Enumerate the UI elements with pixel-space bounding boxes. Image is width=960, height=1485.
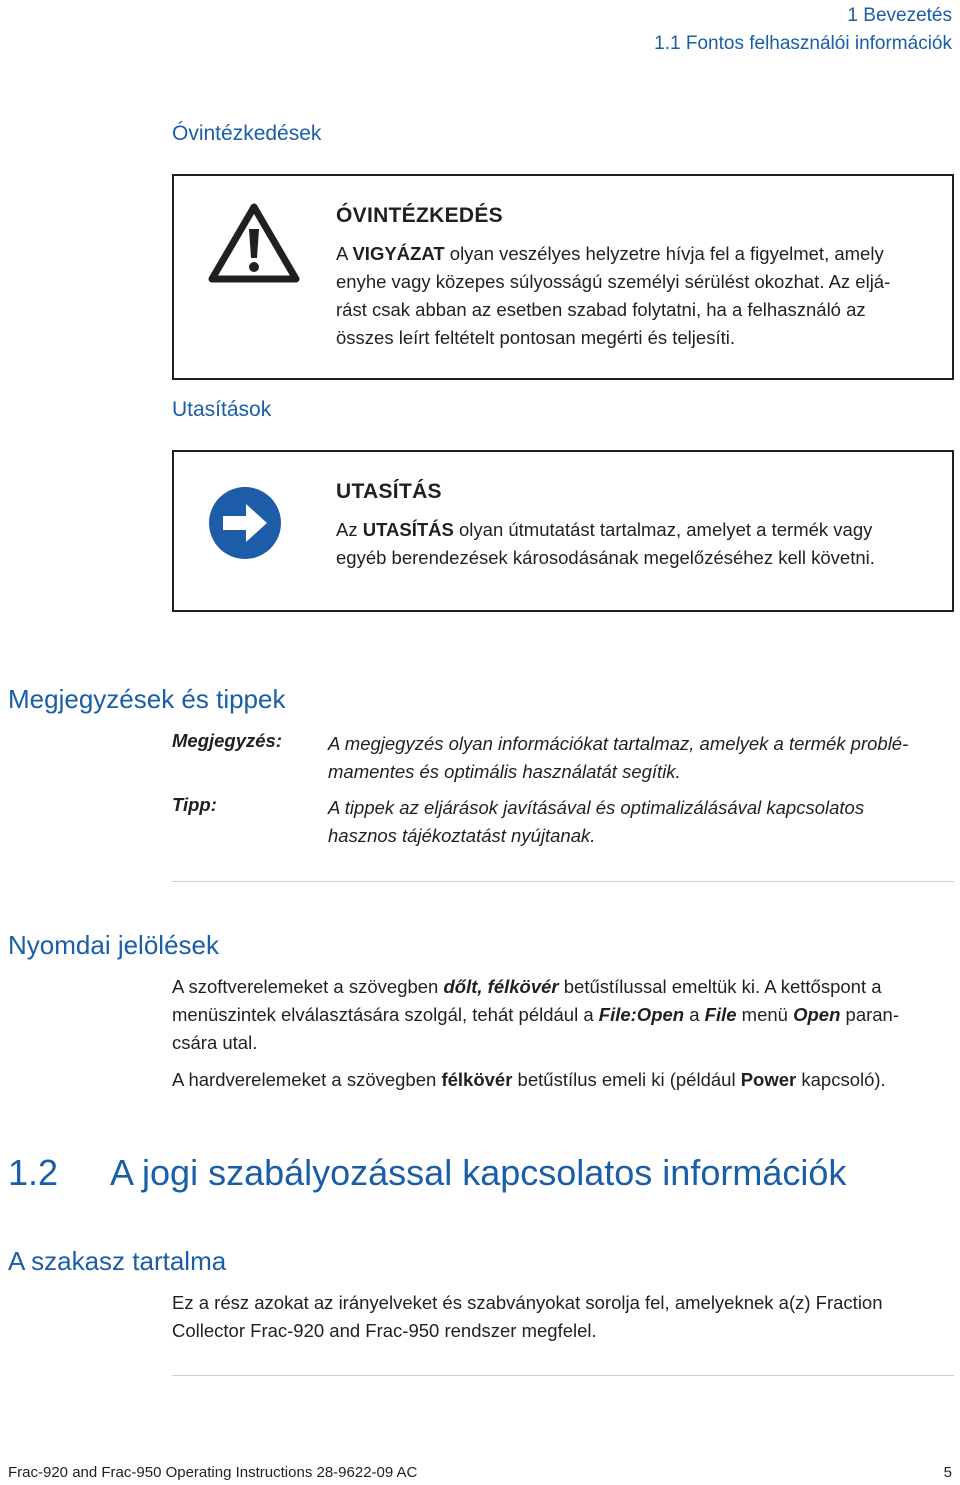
- notice-keyword: UTASÍTÁS: [362, 519, 454, 540]
- notice-box: [172, 450, 954, 612]
- caution-keyword: VIGYÁZAT: [352, 243, 445, 264]
- note-label: Megjegyzés:: [172, 730, 283, 751]
- typography-paragraph-2: A hardverelemeket a szövegben félkövér betűstílus emeli ki (például Power kapcsoló).: [172, 1069, 886, 1090]
- instructions-heading: Utasítások: [172, 398, 272, 421]
- caution-text: A VIGYÁZAT olyan veszélyes helyzetre hívja fel a figyelmet, amely enyhe vagy közepes súlyosságú személyi sérülést okozhat. Az eljá- rást csak abban az esetben szabad folytatni, ha a felhasználó az összes leírt feltételt pontosan megérti és teljesíti.: [336, 243, 891, 348]
- running-head-chapter: 1 Bevezetés: [847, 5, 952, 26]
- running-head-section: 1.1 Fontos felhasználói információk: [654, 33, 952, 54]
- arrow-right-circle-icon: [208, 486, 282, 560]
- tip-text: A tippek az eljárások javításával és optimalizálásával kapcsolatos hasznos tájékoztatást nyújtanak.: [328, 797, 865, 846]
- notice-text: Az UTASÍTÁS olyan útmutatást tartalmaz, amelyet a termék vagy egyéb berendezések károsodásának megelőzéséhez kell követni.: [336, 519, 875, 568]
- section-contents-text: Ez a rész azokat az irányelveket és szabványokat sorolja fel, amelyeknek a(z) Fraction Collector Frac-920 and Frac-950 rendszer megfelel.: [172, 1292, 883, 1341]
- precautions-heading: Óvintézkedések: [172, 122, 322, 145]
- divider-1: [172, 881, 954, 882]
- section-title: A jogi szabályozással kapcsolatos információk: [110, 1152, 847, 1193]
- section-contents-heading: A szakasz tartalma: [8, 1246, 227, 1276]
- warning-triangle-icon: [208, 202, 300, 284]
- note-text: A megjegyzés olyan információkat tartalmaz, amelyek a termék problé- mamentes és optimális használatát segítik.: [328, 733, 909, 782]
- page-number: 5: [943, 1464, 952, 1481]
- footer-doc-title: Frac-920 and Frac-950 Operating Instructions 28-9622-09 AC: [8, 1464, 418, 1481]
- notes-heading: Megjegyzések és tippek: [8, 684, 286, 714]
- caution-title: ÓVINTÉZKEDÉS: [336, 204, 503, 227]
- caution-box: [172, 174, 954, 380]
- tip-label: Tipp:: [172, 794, 217, 815]
- typography-heading: Nyomdai jelölések: [8, 930, 219, 960]
- typography-paragraph-1: A szoftverelemeket a szövegben dőlt, félkövér betűstílussal emeltük ki. A kettőspont a menüszintek elválasztására szolgál, tehát például a File:Open a File menü Open paran- csára utal.: [172, 976, 900, 1053]
- divider-2: [172, 1375, 954, 1376]
- section-number: 1.2: [8, 1152, 59, 1193]
- notice-title: UTASÍTÁS: [336, 480, 442, 503]
